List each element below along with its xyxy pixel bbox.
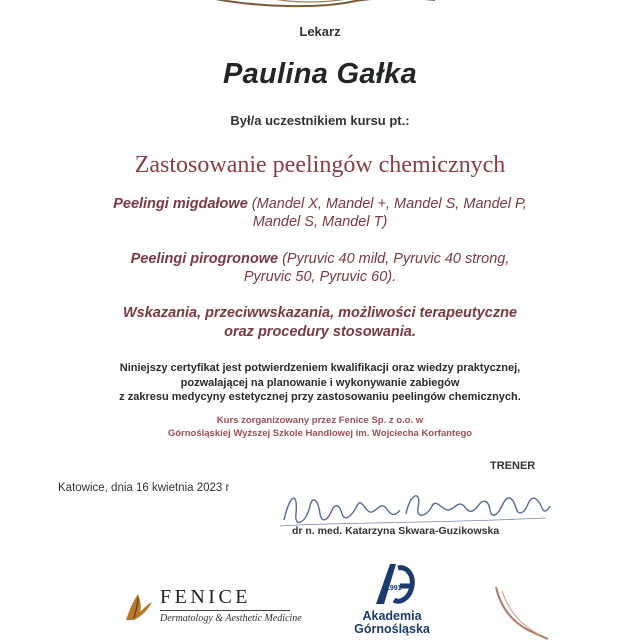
- statement-line: z zakresu medycyny estetycznej przy zastosowaniu peelingów chemicznych.: [119, 391, 521, 403]
- participant-name: Paulina Gałka: [222, 58, 418, 90]
- doc-type-label: Lekarz: [299, 24, 341, 39]
- statement-line: Niniejszy certyfikat jest potwierdzeniem kwalifikacji oraz wiedzy praktycznej,: [119, 362, 521, 374]
- topic-detail: Pyruvic 50, Pyruvic 60).: [243, 269, 397, 285]
- topic-title: Peelingi migdałowe: [113, 196, 248, 212]
- organizer-note: [0, 414, 640, 440]
- organizer-line: Kurs zorganizowany przez Fenice Sp. z o.o. w: [216, 415, 424, 426]
- topic-line: oraz procedury stosowania.: [224, 324, 416, 340]
- topic-indications: [70, 304, 570, 342]
- decorative-ornament-top: [200, 0, 440, 12]
- course-title: Zastosowanie peelingów chemicznych: [134, 152, 506, 178]
- statement-line: pozwalającej na planowanie i wykonywanie zabiegów: [180, 376, 460, 389]
- topic-line: Wskazania, przeciwwskazania, możliwości terapeutyczne: [122, 305, 518, 321]
- topic-almond-peels: [70, 195, 570, 231]
- decorative-ornament-corner: [490, 585, 550, 640]
- fenice-logo-icon: [120, 588, 156, 624]
- topic-title: Peelingi pirogronowe: [130, 251, 279, 267]
- organizer-line: Górnośląskiej Wyższej Szkole Handlowej im. Wojciecha Korfantego: [167, 428, 473, 439]
- topic-detail: Mandel S, Mandel T): [252, 214, 388, 230]
- topic-pyruvic-peels: [70, 250, 570, 286]
- fenice-tagline: Dermatology & Aesthetic Medicine: [160, 613, 302, 624]
- place-date: Katowice, dnia 16 kwietnia 2023 r: [58, 482, 230, 494]
- fenice-divider: [160, 610, 290, 611]
- certificate-statement: [0, 361, 640, 405]
- trainer-role-label: TRENER: [490, 460, 536, 472]
- topic-detail: (Mandel X, Mandel +, Mandel S, Mandel P,: [247, 196, 527, 212]
- participation-line: Był/a uczestnikiem kursu pt.:: [230, 113, 410, 128]
- akademia-name-line2: Górnośląska: [354, 622, 430, 636]
- topic-detail: (Pyruvic 40 mild, Pyruvic 40 strong,: [278, 251, 510, 267]
- trainer-name: dr n. med. Katarzyna Skwara-Guzikowska: [292, 525, 500, 537]
- akademia-name-line1: Akademia: [362, 609, 422, 623]
- akademia-year: 1991: [386, 585, 402, 592]
- fenice-wordmark: FENICE: [160, 586, 251, 608]
- akademia-logo-icon: [372, 560, 416, 606]
